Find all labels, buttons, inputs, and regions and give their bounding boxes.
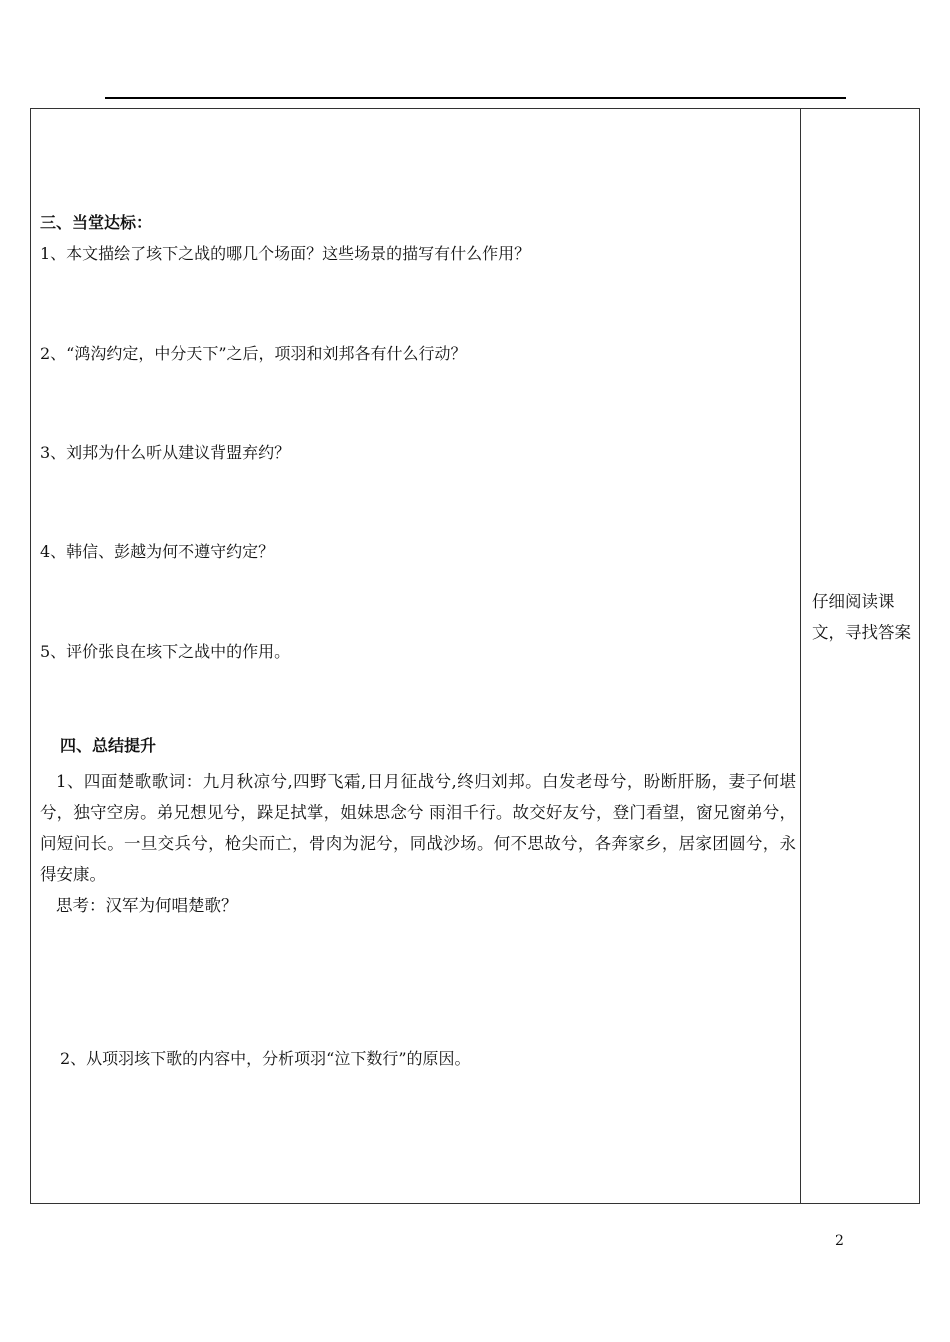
summary-question-2: 2、从项羽垓下歌的内容中，分析项羽“泣下数行”的原因。: [60, 1049, 471, 1068]
header-rule: [105, 97, 846, 99]
page-number: 2: [835, 1233, 844, 1249]
think-question: 思考：汉军为何唱楚歌？: [56, 896, 238, 915]
question-4: 4、韩信、彭越为何不遵守约定？: [40, 542, 275, 561]
side-note: 仔细阅读课文，寻找答案: [812, 592, 911, 642]
question-3: 3、刘邦为什么听从建议背盟弃约？: [40, 443, 291, 462]
column-divider: [800, 108, 801, 1204]
section3-heading: 三、当堂达标：: [40, 213, 153, 232]
question-1: 1、本文描绘了垓下之战的哪几个场面？这些场景的描写有什么作用？: [40, 244, 531, 263]
lyrics-text: 1、四面楚歌歌词：九月秋凉兮,四野飞霜,日月征战兮,终归刘邦。白发老母兮，盼断肝肠，妻子何堪兮，独守空房。弟兄想见兮，跺足拭掌，姐妹思念兮 雨泪千行。故交好友兮，登门看望，窗兄窗弟兮，问短问长。一旦交兵兮，枪尖而亡，骨肉为泥兮，同战沙场。何不思故兮，各奔家乡，居家团圆兮，永得安康。: [40, 772, 796, 884]
lyrics-paragraph: [40, 766, 796, 921]
section4-heading: 四、总结提升: [60, 736, 157, 755]
question-5: 5、评价张良在垓下之战中的作用。: [40, 642, 291, 661]
question-2: 2、“鸿沟约定，中分天下”之后，项羽和刘邦各有什么行动？: [40, 344, 467, 363]
